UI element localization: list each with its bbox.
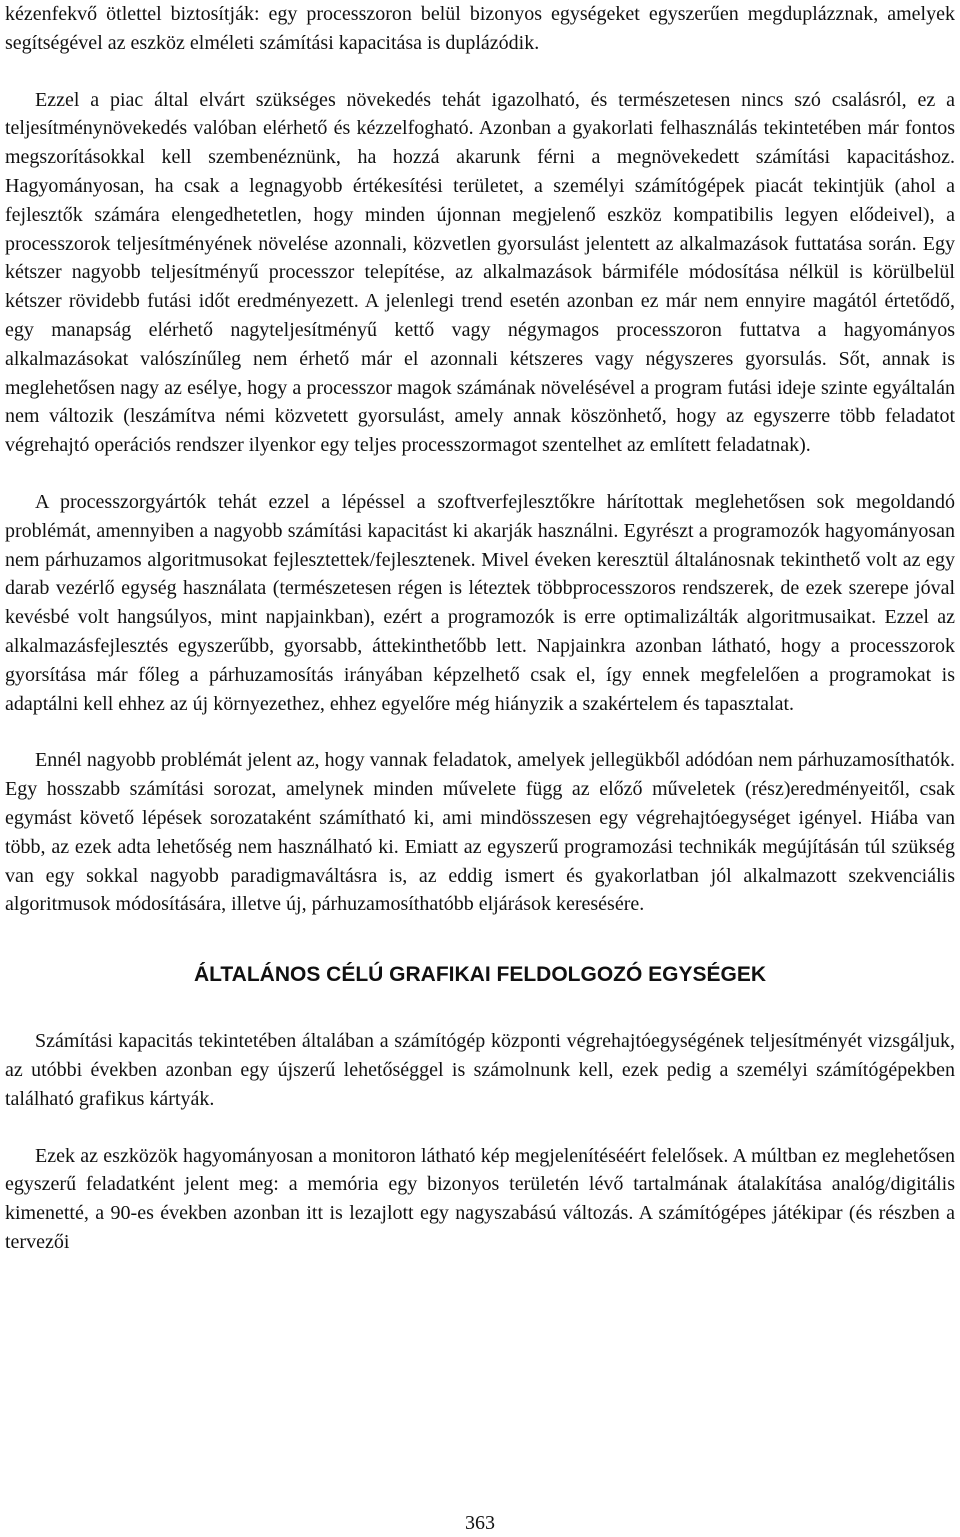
paragraph-display-devices: Ezek az eszközök hagyományosan a monitoron látható kép megjelenítéséért felelősek. A múltban ez meglehetősen egyszerű feladatként jelent meg: a memória egy bizonyos területén lévő tartalmának átalakítása analóg/digitális kimenetté, a 90-es években azonban itt is lezajlott egy nagyszabású változás. A számítógépes játékipar (és részben a tervezői [5, 1144, 955, 1253]
paragraph-bigger-problem: Ennél nagyobb problémát jelent az, hogy vannak feladatok, amelyek jellegükből adódóan nem párhuzamosíthatók. Egy hosszabb számítási sorozat, amelynek minden művelete függ az előző műveletek (rész)eredményeitől, csak egymást követő lépések sorozataként számítható ki, ami mindösszesen egy végrehajtóegységet igényel. Hiába van több, az ezek adta lehetőség nem használható ki. Emiatt az egyszerű programozási technikák megújításán túl szükség van egy sokkal nagyobb paradigmaváltásra is, az eddig ismert és gyakorlatban jól alkalmazott szekvenciális algoritmusok módosítására, illetve új, párhuzamosíthatóbb eljárások keresésére. [5, 749, 955, 916]
paragraph-computing-capacity: Számítási kapacitás tekintetében általában a számítógép központi végrehajtóegységének teljesítményét vizsgáljuk, az utóbbi években azonban egy újszerű lehetőséggel is számolnunk kell, ezek pedig a személyi számítógépekben található grafikus kártyák. [5, 1030, 955, 1110]
page-number: 363 [465, 1512, 495, 1534]
paragraph-market-growth: Ezzel a piac által elvárt szükséges növekedés tehát igazolható, és természetesen nincs szó csalásról, ez a teljesítménynövekedés valóban elérhető és kézzelfogható. Azonban a gyakorlati felhasználás tekintetében már fontos megszorításokkal kell szembenéznünk, ha hozzá akarunk férni a megnövekedett számítási kapacitáshoz. Hagyományosan, ha csak a legnagyobb értékesítési területet, a személyi számítógépek piacát tekintjük (ahol a fejlesztők számára elengedhetetlen, hogy minden újonnan megjelenő eszköz kompatibilis legyen elődeivel), a processzorok teljesítményének növelése azonnali, közvetlen gyorsulást jelentett az alkalmazások futtatása során. Egy kétszer nagyobb teljesítményű processzor telepítése, az alkalmazások bármiféle módosítása nélkül is körülbelül kétszer rövidebb futási időt eredményezett. A jelenlegi trend esetén azonban ez már nem ennyire magától értetődő, egy manapság elérhető nagyteljesítményű kettő vagy négymagos processzoron futtatva a hagyományos alkalmazásokat valószínűleg nem érhető már el azonnali kétszeres vagy négyszeres gyorsulás. Sőt, annak is meglehetősen nagy az esélye, hogy a processzor magok számának növelésével a program futási ideje szinte egyáltalán nem változik (leszámítva némi közvetett gyorsulást, amely annak köszönhető, hogy az egyszerre több feladatot végrehajtó operációs rendszer ilyenkor egy teljes processzormagot szentelhet az említett feladatnak). [5, 88, 955, 457]
paragraph-continuation: kézenfekvő ötlettel biztosítják: egy processzoron belül bizonyos egységeket egyszerűen megduplázznak, amelyek segítségével az eszköz elméleti számítási kapacitása is duplázódik. [5, 3, 955, 54]
document-page [5, 0, 955, 1257]
section-heading: ÁLTALÁNOS CÉLÚ GRAFIKAI FELDOLGOZÓ EGYSÉGEK [193, 963, 767, 987]
paragraph-processor-makers: A processzorgyártók tehát ezzel a lépéssel a szoftverfejlesztőkre hárítottak meglehetősen sok megoldandó problémát, amennyiben a nagyobb számítási kapacitást ki akarják használni. Egyrészt a programozók hagyományosan nem párhuzamos algoritmusokat fejlesztettek/fejlesztenek. Mivel éveken keresztül általánosnak tekinthető volt az egy darab vezérlő egység használata (természetesen régen is léteztek többprocesszoros rendszerek, de ezek szerepe jóval kevésbé volt hangsúlyos, mint napjainkban), ezért a programozók is erre optimalizálták algoritmusaikat. Ezzel az alkalmazásfejlesztés egyszerűbb, gyorsabb, áttekinthetőbb lett. Napjainkra azonban látható, hogy a processzorok gyorsítása már főleg a párhuzamosítás irányában képzelhető csak el, így ennek megfelelően a programokat is adaptálni kell ehhez az új környezethez, ehhez egyelőre még hiányzik a szakértelem és tapasztalat. [5, 490, 955, 715]
